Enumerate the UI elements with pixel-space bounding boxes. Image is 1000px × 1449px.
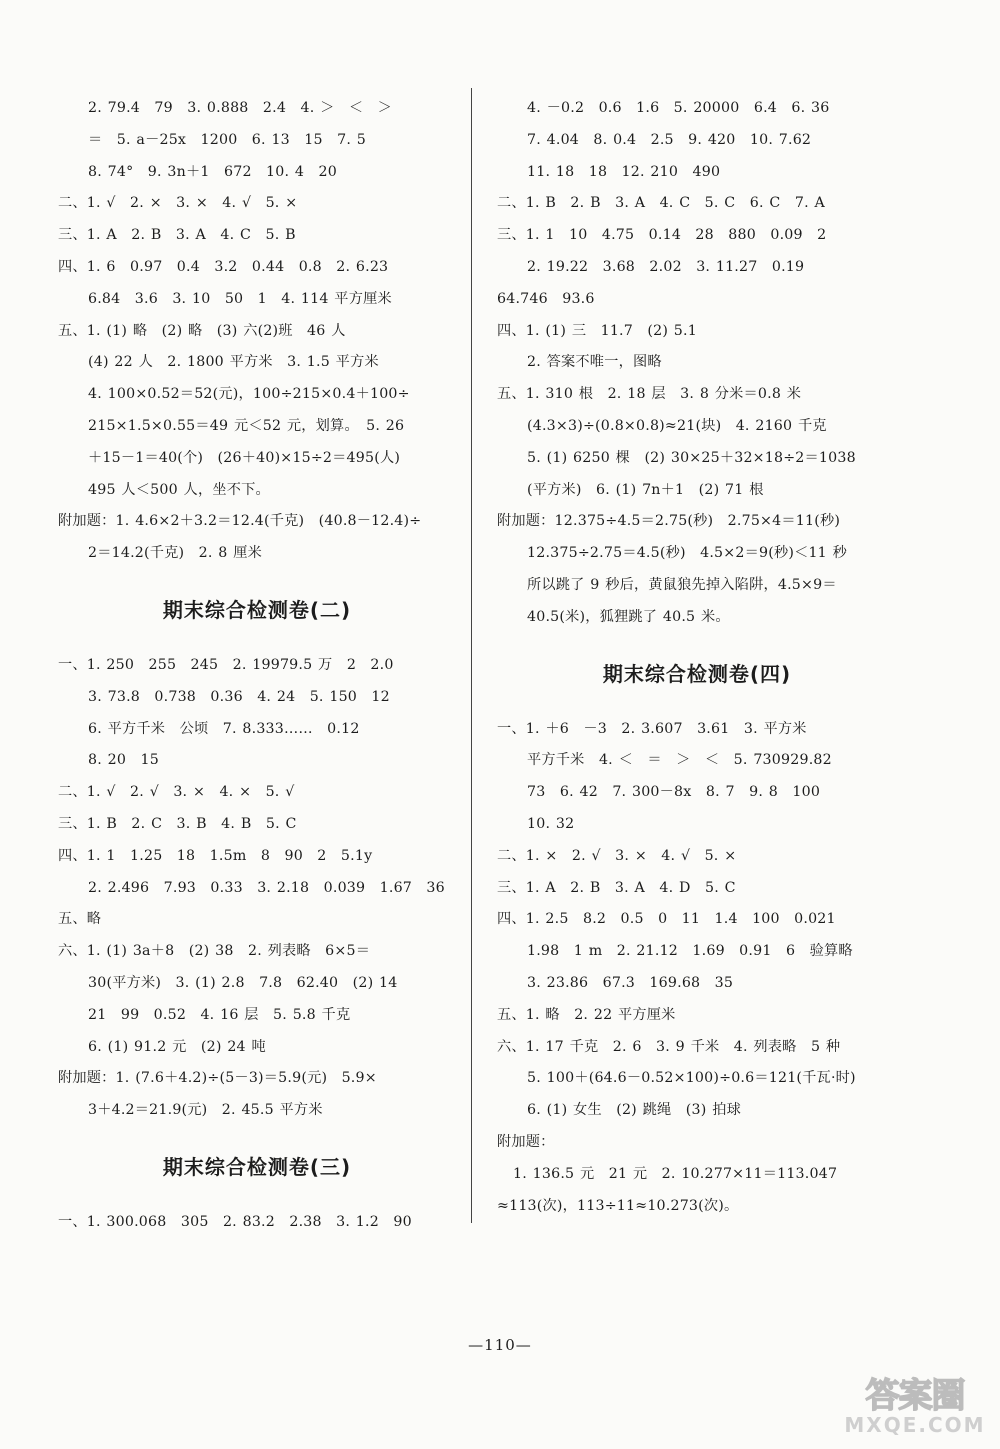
answer-line: 一、1. 250 255 245 2. 19979.5 万 2 2.0: [58, 656, 394, 673]
answer-line: 21 99 0.52 4. 16 层 5. 5.8 千克: [88, 1006, 351, 1023]
answer-line: (平方米) 6. (1) 7n＋1 (2) 71 根: [527, 481, 764, 498]
answer-line: 所以跳了 9 秒后，黄鼠狼先掉入陷阱，4.5×9＝: [527, 576, 837, 593]
answer-line: 六、1. 17 千克 2. 6 3. 9 千米 4. 列表略 5 种: [497, 1038, 841, 1055]
answer-line: 附加题：12.375÷4.5＝2.75(秒) 2.75×4＝11(秒): [497, 513, 841, 530]
answer-line: 6.84 3.6 3. 10 50 1 4. 114 平方厘米: [88, 290, 392, 307]
left-column: [58, 93, 456, 1239]
answer-line: 8. 74° 9. 3n＋1 672 10. 4 20: [88, 163, 337, 180]
answer-line: 2. 答案不唯一，图略: [527, 354, 662, 371]
answer-line: 5. 100＋(64.6－0.52×100)÷0.6＝121(千瓦·时): [527, 1070, 856, 1087]
answer-line: 五、1. (1) 略 (2) 略 (3) 六(2)班 46 人: [58, 322, 346, 339]
answer-line: 五、略: [58, 911, 102, 928]
right-column: [497, 93, 897, 1222]
answer-line: ≈113(次)，113÷11≈10.273(次)。: [497, 1197, 739, 1214]
section-heading-4: 期末综合检测卷(四): [602, 661, 792, 686]
answer-line: 3＋4.2＝21.9(元) 2. 45.5 平方米: [88, 1102, 323, 1119]
answer-line: 三、1. A 2. B 3. A 4. C 5. B: [58, 227, 296, 244]
answer-line: 11. 18 18 12. 210 490: [527, 163, 721, 180]
answer-line: 二、1. × 2. √ 3. × 4. √ 5. ×: [497, 847, 737, 864]
answer-line: 7. 4.04 8. 0.4 2.5 9. 420 10. 7.62: [527, 131, 812, 148]
answer-line: 二、1. √ 2. √ 3. × 4. × 5. √: [58, 784, 295, 801]
watermark-logo: [840, 1378, 990, 1438]
answer-line: 五、1. 略 2. 22 平方厘米: [497, 1006, 676, 1023]
answer-line: (4) 22 人 2. 1800 平方米 3. 1.5 平方米: [88, 354, 379, 371]
watermark-chinese: 答案圈: [865, 1376, 965, 1416]
answer-line: 64.746 93.6: [497, 290, 595, 307]
answer-line: ＝ 5. a－25x 1200 6. 13 15 7. 5: [88, 131, 367, 148]
answer-line: 四、1. 6 0.97 0.4 3.2 0.44 0.8 2. 6.23: [58, 258, 389, 275]
answer-line: 二、1. B 2. B 3. A 4. C 5. C 6. C 7. A: [497, 195, 825, 212]
answer-line: 三、1. B 2. C 3. B 4. B 5. C: [58, 815, 297, 832]
answer-line: 四、1. 1 1.25 18 1.5m 8 90 2 5.1y: [58, 847, 373, 864]
answer-line: 40.5(米)，狐狸跳了 40.5 米。: [527, 608, 730, 625]
answer-line: 3. 73.8 0.738 0.36 4. 24 5. 150 12: [88, 688, 390, 705]
answer-line: ＋15－1＝40(个) (26＋40)×15÷2＝495(人): [88, 449, 401, 466]
answer-line: (4.3×3)÷(0.8×0.8)≈21(块) 4. 2160 千克: [527, 417, 827, 434]
answer-line: 一、1. ＋6 －3 2. 3.607 3.61 3. 平方米: [497, 720, 807, 737]
answer-line: 30(平方米) 3. (1) 2.8 7.8 62.40 (2) 14: [88, 974, 398, 991]
watermark-url: MXQE.COM: [844, 1413, 986, 1437]
answer-line: 6. 平方千米 公顷 7. 8.333…… 0.12: [88, 720, 360, 737]
answer-line: 4. 100×0.52＝52(元)，100÷215×0.4＋100÷: [88, 386, 410, 403]
answer-line: 12.375÷2.75＝4.5(秒) 4.5×2＝9(秒)＜11 秒: [527, 545, 848, 562]
section-heading-3: 期末综合检测卷(三): [162, 1154, 352, 1179]
answer-line: 215×1.5×0.55＝49 元＜52 元，划算。 5. 26: [88, 417, 405, 434]
answer-line: 五、1. 310 根 2. 18 层 3. 8 分米＝0.8 米: [497, 386, 802, 403]
answer-line: 4. －0.2 0.6 1.6 5. 20000 6.4 6. 36: [527, 100, 830, 116]
answer-line: 附加题：1. 4.6×2＋3.2＝12.4(千克) (40.8－12.4)÷: [58, 513, 422, 530]
answer-line: 平方千米 4. ＜ ＝ ＞ ＜ 5. 730929.82: [527, 752, 832, 769]
answer-line: 三、1. A 2. B 3. A 4. D 5. C: [497, 879, 736, 896]
answer-line: 2. 79.4 79 3. 0.888 2.4 4. ＞ ＜ ＞: [88, 100, 393, 116]
answer-line: 四、1. (1) 三 11.7 (2) 5.1: [497, 322, 697, 339]
answer-line: 2. 2.496 7.93 0.33 3. 2.18 0.039 1.67 36: [88, 879, 445, 896]
answer-line: 10. 32: [527, 815, 575, 832]
page-number: —110—: [468, 1336, 532, 1354]
answer-line: 二、1. √ 2. × 3. × 4. √ 5. ×: [58, 195, 298, 212]
answer-line: 四、1. 2.5 8.2 0.5 0 11 1.4 100 0.021: [497, 911, 836, 928]
answer-line: 73 6. 42 7. 300－8x 8. 7 9. 8 100: [527, 784, 821, 801]
answer-line: 6. (1) 女生 (2) 跳绳 (3) 拍球: [527, 1102, 741, 1119]
answer-line: 1.98 1 m 2. 21.12 1.69 0.91 6 验算略: [527, 943, 853, 960]
answer-line: 附加题：1. (7.6＋4.2)÷(5－3)＝5.9(元) 5.9×: [58, 1070, 377, 1087]
answer-line: 2. 19.22 3.68 2.02 3. 11.27 0.19: [527, 258, 805, 275]
column-divider: [471, 88, 472, 1223]
answer-line: 1. 136.5 元 21 元 2. 10.277×11＝113.047: [513, 1165, 838, 1182]
answer-line: 6. (1) 91.2 元 (2) 24 吨: [88, 1038, 266, 1055]
answer-line: 495 人＜500 人，坐不下。: [88, 481, 270, 498]
section-heading-2: 期末综合检测卷(二): [162, 597, 352, 622]
answer-line: 一、1. 300.068 305 2. 83.2 2.38 3. 1.2 90: [58, 1213, 412, 1230]
answer-line: 2＝14.2(千克) 2. 8 厘米: [88, 545, 262, 562]
answer-line: 3. 23.86 67.3 169.68 35: [527, 974, 734, 991]
answer-line: 三、1. 1 10 4.75 0.14 28 880 0.09 2: [497, 227, 827, 244]
answer-line: 附加题：: [497, 1133, 555, 1150]
answer-line: 5. (1) 6250 棵 (2) 30×25＋32×18÷2＝1038: [527, 449, 856, 466]
answer-line: 六、1. (1) 3a＋8 (2) 38 2. 列表略 6×5＝: [58, 943, 371, 960]
answer-line: 8. 20 15: [88, 752, 159, 769]
